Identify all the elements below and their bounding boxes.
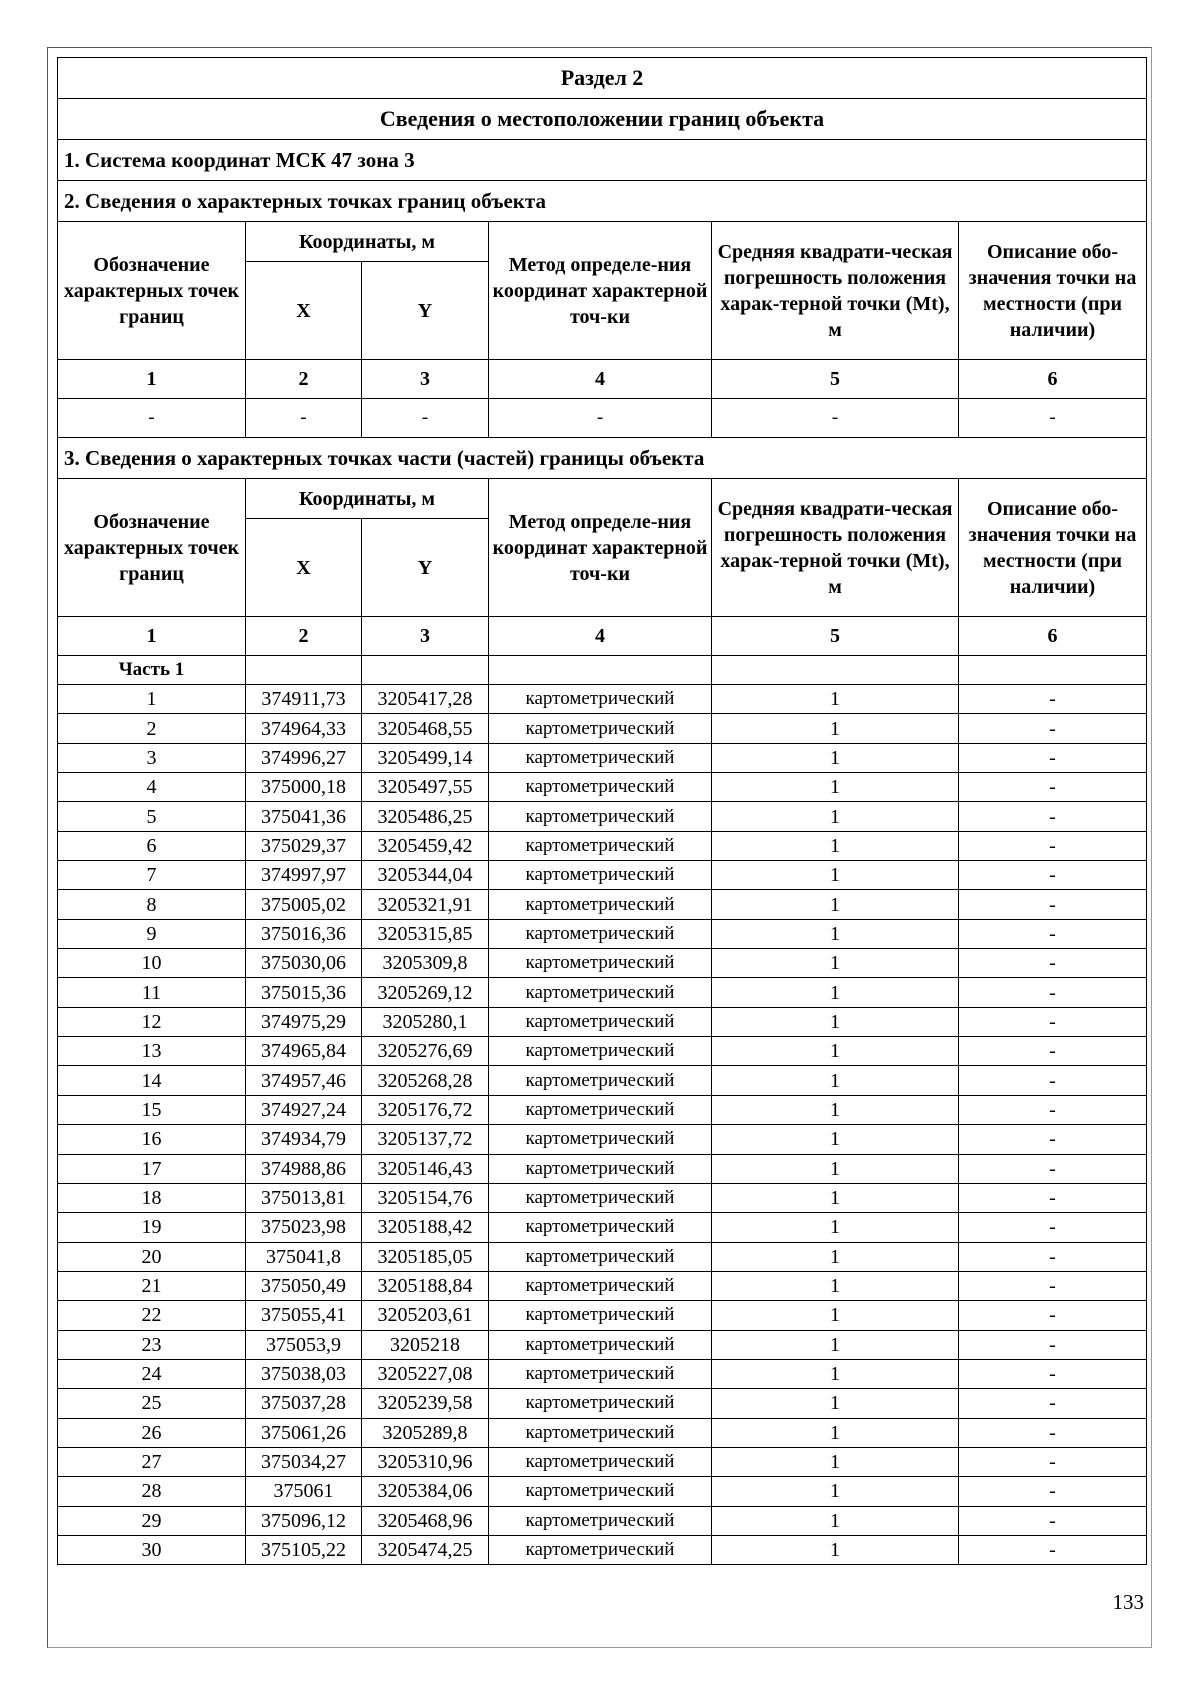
table-row	[58, 714, 1147, 743]
method: картометрический	[489, 1066, 712, 1095]
coord-x: 375013,81	[246, 1183, 362, 1212]
coord-y: 3205315,85	[362, 919, 489, 948]
table-row	[58, 890, 1147, 919]
description: -	[959, 1389, 1147, 1418]
method: картометрический	[489, 919, 712, 948]
point-number: 7	[58, 861, 246, 890]
point-number: 12	[58, 1007, 246, 1036]
coord-x: 375023,98	[246, 1213, 362, 1242]
table-row	[58, 1066, 1147, 1095]
table-row	[58, 1477, 1147, 1506]
table-row	[58, 1301, 1147, 1330]
description: -	[959, 1477, 1147, 1506]
method: картометрический	[489, 1506, 712, 1535]
description: -	[959, 890, 1147, 919]
description: -	[959, 773, 1147, 802]
coord-x: 375055,41	[246, 1301, 362, 1330]
coord-y: 3205227,08	[362, 1359, 489, 1388]
coord-system: 1. Система координат МСК 47 зона 3	[58, 140, 1147, 181]
col-number: 4	[489, 617, 712, 656]
coord-y: 3205468,55	[362, 714, 489, 743]
col-number: 2	[246, 617, 362, 656]
coord-x: 374911,73	[246, 685, 362, 714]
coord-x: 374957,46	[246, 1066, 362, 1095]
coord-y: 3205309,8	[362, 949, 489, 978]
coord-y: 3205321,91	[362, 890, 489, 919]
section3-title: 3. Сведения о характерных точках части (частей) границы объекта	[58, 438, 1147, 479]
description: -	[959, 1271, 1147, 1300]
table-row	[58, 1183, 1147, 1212]
coord-y: 3205154,76	[362, 1183, 489, 1212]
method: картометрический	[489, 1359, 712, 1388]
error: 1	[712, 714, 959, 743]
error: 1	[712, 861, 959, 890]
description: -	[959, 1154, 1147, 1183]
column-numbers-row	[58, 360, 1147, 399]
point-number: 21	[58, 1271, 246, 1300]
col-number: 3	[362, 360, 489, 399]
method: картометрический	[489, 1183, 712, 1212]
header-x: X	[246, 262, 362, 360]
error: 1	[712, 1183, 959, 1212]
method: картометрический	[489, 1330, 712, 1359]
coord-x: 374934,79	[246, 1125, 362, 1154]
description: -	[959, 1066, 1147, 1095]
point-number: 28	[58, 1477, 246, 1506]
method: картометрический	[489, 1271, 712, 1300]
table-row	[58, 743, 1147, 772]
method: картометрический	[489, 861, 712, 890]
coord-y: 3205499,14	[362, 743, 489, 772]
coord-y: 3205486,25	[362, 802, 489, 831]
point-number: 6	[58, 831, 246, 860]
coord-x: 374997,97	[246, 861, 362, 890]
section2-title: 2. Сведения о характерных точках границ объекта	[58, 181, 1147, 222]
method: картометрический	[489, 1535, 712, 1564]
point-number: 13	[58, 1037, 246, 1066]
coord-y: 3205417,28	[362, 685, 489, 714]
coord-x: 375041,36	[246, 802, 362, 831]
coord-y: 3205384,06	[362, 1477, 489, 1506]
coord-y: 3205203,61	[362, 1301, 489, 1330]
coord-x: 374988,86	[246, 1154, 362, 1183]
error: 1	[712, 1418, 959, 1447]
description: -	[959, 802, 1147, 831]
method: картометрический	[489, 743, 712, 772]
method: картометрический	[489, 1301, 712, 1330]
method: картометрический	[489, 1477, 712, 1506]
point-number: 29	[58, 1506, 246, 1535]
coord-x: 374927,24	[246, 1095, 362, 1124]
table-row	[58, 1535, 1147, 1564]
header-coordinates: Координаты, м	[246, 479, 489, 519]
point-number: 27	[58, 1447, 246, 1476]
error: 1	[712, 1535, 959, 1564]
coord-y: 3205474,25	[362, 1535, 489, 1564]
error: 1	[712, 1066, 959, 1095]
table-row	[58, 773, 1147, 802]
description: -	[959, 1125, 1147, 1154]
method: картометрический	[489, 1095, 712, 1124]
coord-y: 3205344,04	[362, 861, 489, 890]
boundary-table	[57, 57, 1147, 1565]
method: картометрический	[489, 1007, 712, 1036]
error: 1	[712, 1242, 959, 1271]
method: картометрический	[489, 1125, 712, 1154]
point-number: 2	[58, 714, 246, 743]
empty-cell: -	[58, 399, 246, 438]
method: картометрический	[489, 949, 712, 978]
col-number: 1	[58, 617, 246, 656]
coord-x: 375105,22	[246, 1535, 362, 1564]
coord-y: 3205176,72	[362, 1095, 489, 1124]
table-row	[58, 1154, 1147, 1183]
description: -	[959, 1447, 1147, 1476]
point-number: 3	[58, 743, 246, 772]
method: картометрический	[489, 1418, 712, 1447]
empty-cell: -	[489, 399, 712, 438]
description: -	[959, 685, 1147, 714]
table-row	[58, 1389, 1147, 1418]
error: 1	[712, 773, 959, 802]
error: 1	[712, 1037, 959, 1066]
table-row	[58, 831, 1147, 860]
coord-x: 374996,27	[246, 743, 362, 772]
coord-x: 374975,29	[246, 1007, 362, 1036]
coord-x: 375034,27	[246, 1447, 362, 1476]
error: 1	[712, 802, 959, 831]
col-number: 4	[489, 360, 712, 399]
error: 1	[712, 1477, 959, 1506]
point-number: 10	[58, 949, 246, 978]
header-description: Описание обо-значения точки на местности (при наличии)	[959, 222, 1147, 360]
coord-y: 3205459,42	[362, 831, 489, 860]
table-row	[58, 861, 1147, 890]
method: картометрический	[489, 978, 712, 1007]
coord-x: 375030,06	[246, 949, 362, 978]
point-number: 20	[58, 1242, 246, 1271]
empty-cell: -	[246, 399, 362, 438]
table-row	[58, 919, 1147, 948]
description: -	[959, 1330, 1147, 1359]
method: картометрический	[489, 802, 712, 831]
method: картометрический	[489, 890, 712, 919]
subtitle: Сведения о местоположении границ объекта	[58, 99, 1147, 140]
column-numbers-row	[58, 617, 1147, 656]
error: 1	[712, 831, 959, 860]
method: картометрический	[489, 685, 712, 714]
point-number: 8	[58, 890, 246, 919]
point-number: 16	[58, 1125, 246, 1154]
description: -	[959, 1418, 1147, 1447]
description: -	[959, 1535, 1147, 1564]
coord-x: 375050,49	[246, 1271, 362, 1300]
description: -	[959, 978, 1147, 1007]
description: -	[959, 1301, 1147, 1330]
description: -	[959, 714, 1147, 743]
col-number: 5	[712, 617, 959, 656]
point-number: 11	[58, 978, 246, 1007]
error: 1	[712, 890, 959, 919]
header-method: Метод определе-ния координат характерной точ-ки	[489, 479, 712, 617]
table-row	[58, 1007, 1147, 1036]
coord-x: 375005,02	[246, 890, 362, 919]
page-number: 133	[1112, 1590, 1144, 1614]
point-number: 30	[58, 1535, 246, 1564]
table-row	[58, 1242, 1147, 1271]
error: 1	[712, 919, 959, 948]
col-number: 2	[246, 360, 362, 399]
point-number: 4	[58, 773, 246, 802]
coord-y: 3205239,58	[362, 1389, 489, 1418]
error: 1	[712, 1389, 959, 1418]
error: 1	[712, 978, 959, 1007]
error: 1	[712, 1506, 959, 1535]
error: 1	[712, 1125, 959, 1154]
coord-x: 375016,36	[246, 919, 362, 948]
table-row	[58, 685, 1147, 714]
point-number: 1	[58, 685, 246, 714]
coord-x: 375037,28	[246, 1389, 362, 1418]
method: картометрический	[489, 773, 712, 802]
table-row	[58, 1125, 1147, 1154]
description: -	[959, 949, 1147, 978]
point-number: 25	[58, 1389, 246, 1418]
header-method: Метод определе-ния координат характерной точ-ки	[489, 222, 712, 360]
coord-y: 3205497,55	[362, 773, 489, 802]
method: картометрический	[489, 831, 712, 860]
coord-y: 3205268,28	[362, 1066, 489, 1095]
empty-cell: -	[362, 399, 489, 438]
header-error: Средняя квадрати-ческая погрешность положения харак-терной точки (Mt), м	[712, 479, 959, 617]
coord-y: 3205269,12	[362, 978, 489, 1007]
coord-x: 375061,26	[246, 1418, 362, 1447]
header-designation: Обозначение характерных точек границ	[58, 222, 246, 360]
error: 1	[712, 1330, 959, 1359]
col-number: 6	[959, 360, 1147, 399]
table-row	[58, 1330, 1147, 1359]
point-number: 17	[58, 1154, 246, 1183]
description: -	[959, 861, 1147, 890]
error: 1	[712, 1213, 959, 1242]
coord-x: 374965,84	[246, 1037, 362, 1066]
error: 1	[712, 685, 959, 714]
error: 1	[712, 1007, 959, 1036]
error: 1	[712, 1095, 959, 1124]
table-row	[58, 1213, 1147, 1242]
point-number: 5	[58, 802, 246, 831]
method: картометрический	[489, 714, 712, 743]
coord-x: 375061	[246, 1477, 362, 1506]
col-number: 3	[362, 617, 489, 656]
point-number: 23	[58, 1330, 246, 1359]
description: -	[959, 1183, 1147, 1212]
error: 1	[712, 1271, 959, 1300]
section-title: Раздел 2	[58, 58, 1147, 99]
method: картометрический	[489, 1213, 712, 1242]
header-designation: Обозначение характерных точек границ	[58, 479, 246, 617]
header-coordinates: Координаты, м	[246, 222, 489, 262]
col-number: 6	[959, 617, 1147, 656]
description: -	[959, 919, 1147, 948]
coord-x: 375041,8	[246, 1242, 362, 1271]
empty-cell: -	[712, 399, 959, 438]
header-error: Средняя квадрати-ческая погрешность положения харак-терной точки (Mt), м	[712, 222, 959, 360]
coord-y: 3205218	[362, 1330, 489, 1359]
description: -	[959, 831, 1147, 860]
error: 1	[712, 743, 959, 772]
coord-y: 3205137,72	[362, 1125, 489, 1154]
coord-x: 375000,18	[246, 773, 362, 802]
coord-x: 374964,33	[246, 714, 362, 743]
table-row	[58, 1095, 1147, 1124]
point-number: 24	[58, 1359, 246, 1388]
description: -	[959, 1242, 1147, 1271]
method: картометрический	[489, 1389, 712, 1418]
description: -	[959, 1095, 1147, 1124]
description: -	[959, 1213, 1147, 1242]
table-row	[58, 1271, 1147, 1300]
method: картометрический	[489, 1037, 712, 1066]
table-row	[58, 802, 1147, 831]
method: картометрический	[489, 1242, 712, 1271]
coord-y: 3205188,42	[362, 1213, 489, 1242]
description: -	[959, 1037, 1147, 1066]
point-number: 9	[58, 919, 246, 948]
point-number: 19	[58, 1213, 246, 1242]
method: картометрический	[489, 1447, 712, 1476]
point-number: 22	[58, 1301, 246, 1330]
table-row	[58, 978, 1147, 1007]
header-y: Y	[362, 519, 489, 617]
table-row	[58, 1418, 1147, 1447]
error: 1	[712, 1301, 959, 1330]
header-y: Y	[362, 262, 489, 360]
table-row	[58, 1447, 1147, 1476]
description: -	[959, 1506, 1147, 1535]
method: картометрический	[489, 1154, 712, 1183]
description: -	[959, 743, 1147, 772]
coord-y: 3205468,96	[362, 1506, 489, 1535]
table-row	[58, 1506, 1147, 1535]
coord-x: 375029,37	[246, 831, 362, 860]
coord-y: 3205289,8	[362, 1418, 489, 1447]
point-number: 14	[58, 1066, 246, 1095]
point-number: 26	[58, 1418, 246, 1447]
part-row	[58, 656, 1147, 685]
coord-y: 3205310,96	[362, 1447, 489, 1476]
empty-cell: -	[959, 399, 1147, 438]
table-row	[58, 949, 1147, 978]
col-number: 1	[58, 360, 246, 399]
coord-x: 375053,9	[246, 1330, 362, 1359]
header-description: Описание обо-значения точки на местности (при наличии)	[959, 479, 1147, 617]
table-row	[58, 1037, 1147, 1066]
col-number: 5	[712, 360, 959, 399]
description: -	[959, 1359, 1147, 1388]
error: 1	[712, 949, 959, 978]
table-row	[58, 1359, 1147, 1388]
error: 1	[712, 1447, 959, 1476]
error: 1	[712, 1154, 959, 1183]
coord-x: 375038,03	[246, 1359, 362, 1388]
coord-x: 375096,12	[246, 1506, 362, 1535]
point-number: 15	[58, 1095, 246, 1124]
part-label: Часть 1	[58, 656, 246, 685]
coord-y: 3205276,69	[362, 1037, 489, 1066]
point-number: 18	[58, 1183, 246, 1212]
coord-y: 3205185,05	[362, 1242, 489, 1271]
coord-y: 3205280,1	[362, 1007, 489, 1036]
coord-x: 375015,36	[246, 978, 362, 1007]
error: 1	[712, 1359, 959, 1388]
coord-y: 3205146,43	[362, 1154, 489, 1183]
description: -	[959, 1007, 1147, 1036]
coord-y: 3205188,84	[362, 1271, 489, 1300]
empty-row	[58, 399, 1147, 438]
header-x: X	[246, 519, 362, 617]
